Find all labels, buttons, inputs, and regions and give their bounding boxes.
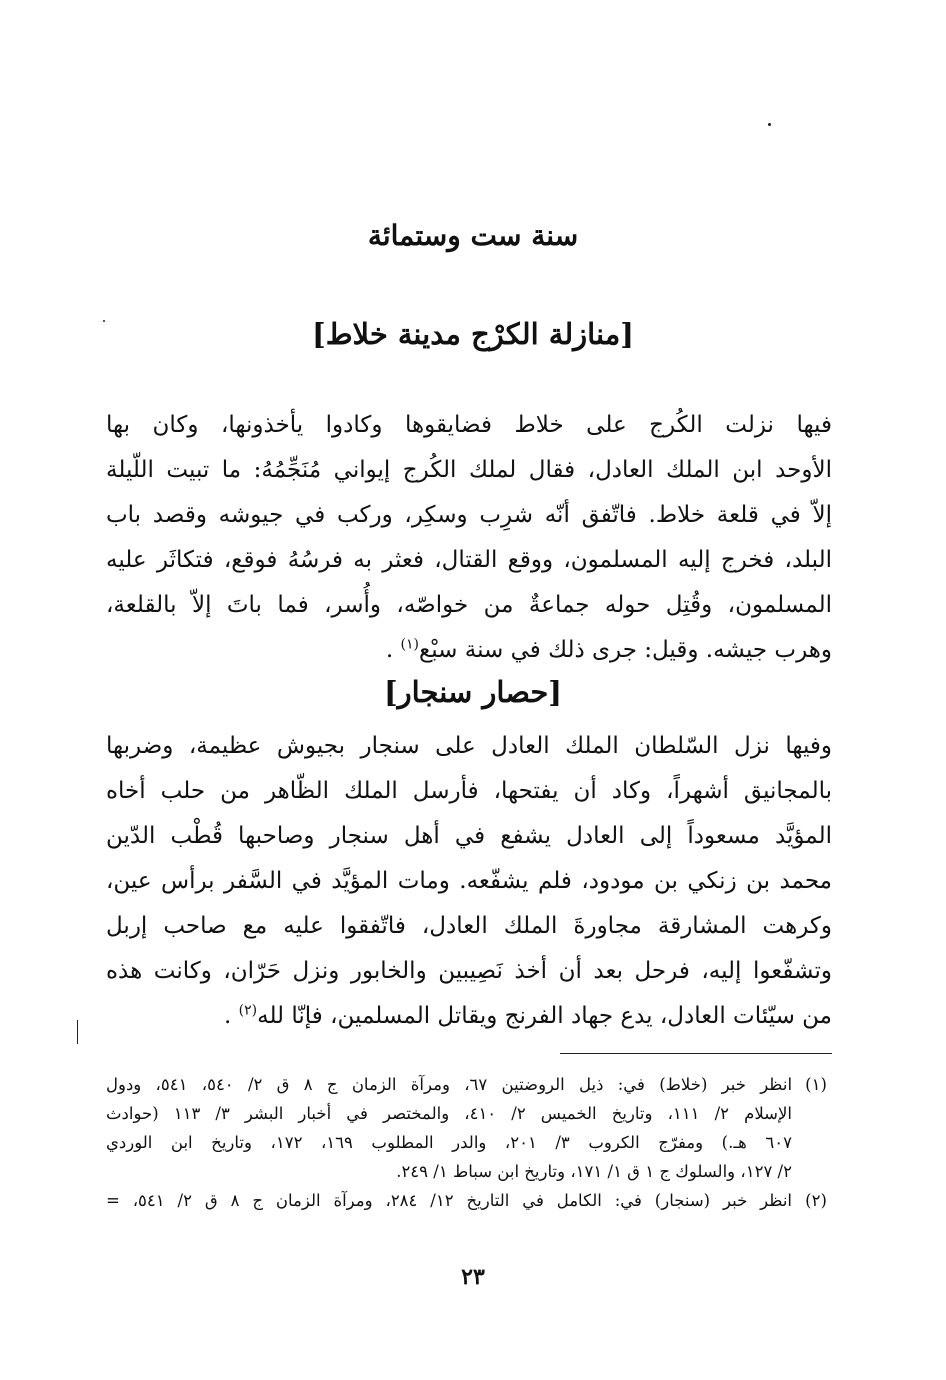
text-line: البلد، فخرج إليه المسلمون، ووقع القتال، فعثر به فرسُهُ فوقع، فتكاثَر عليه bbox=[106, 547, 832, 573]
footnote-line: ٦٠٧ هـ.) ومفرّج الكروب ٣/ ٢٠١، والدر المطلوب ١٦٩، ١٧٢، وتاريخ ابن الوردي bbox=[106, 1133, 792, 1152]
period: . bbox=[385, 637, 401, 663]
text-line bbox=[106, 628, 832, 673]
footnote-divider bbox=[560, 1053, 832, 1054]
section-heading-khilat: [منازلة الكرْج مدينة خلاط] bbox=[311, 317, 635, 351]
ink-speck bbox=[768, 123, 771, 126]
text-line: المسلمون، وقُتِل حوله جماعةٌ من خواصّه، وأُسر، فما باتَ إلاّ بالقلعة، bbox=[106, 592, 832, 618]
paragraph-khilat bbox=[106, 403, 832, 673]
footnote-reference[interactable]: (١) bbox=[400, 636, 419, 653]
footnote-line: انظر خبر (خلاط) في: ذيل الروضتين ٦٧، ومرآة الزمان ج ٨ ق ٢/ ٥٤٠، ٥٤١، ودول bbox=[106, 1075, 793, 1094]
text-line-content: من سيّئات العادل، يدع جهاد الفرنج ويقاتل المسلمين، فإنّا لله bbox=[257, 1003, 832, 1029]
year-title: سنة ست وستمائة bbox=[367, 219, 579, 252]
footnote-line: ٢/ ١٢٧، والسلوك ج ١ ق ١/ ١٧١، وتاريخ ابن سباط ١/ ٢٤٩. bbox=[396, 1162, 792, 1181]
text-line: فيها نزلت الكُرج على خلاط فضايقوها وكادوا يأخذونها، وكان بها bbox=[106, 412, 832, 438]
text-line: وتشفّعوا إليه، فرحل بعد أن أخذ نَصِيبين والخابور ونزل حَرّان، وكانت هذه bbox=[106, 958, 832, 984]
text-line: وفيها نزل السّلطان الملك العادل على سنجار بجيوش عظيمة، وضربها bbox=[106, 733, 832, 759]
footnote-1 bbox=[106, 1070, 840, 1186]
text-line-content: وهرب جيشه. وقيل: جرى ذلك في سنة سبْع bbox=[419, 637, 832, 663]
footnotes bbox=[106, 1070, 840, 1215]
section-heading-sinjar: [حصار سنجار] bbox=[383, 675, 563, 709]
footnote-reference[interactable]: (٢) bbox=[238, 1002, 258, 1019]
text-line: المؤيَّد مسعوداً إلى العادل يشفع في أهل سنجار وصاحبها قُطْب الدّين bbox=[106, 823, 832, 849]
text-line: الأوحد ابن الملك العادل، فقال لملك الكُرج إيواني مُنَجِّمُهُ: ما تبيت اللّيلة bbox=[106, 457, 832, 483]
footnote-2 bbox=[106, 1186, 840, 1215]
text-line: وكرهت المشارقة مجاورةَ الملك العادل، فاتّفقوا عليه مع صاحب إربل bbox=[106, 913, 832, 939]
footnote-text bbox=[106, 1070, 792, 1186]
footnote-text bbox=[106, 1186, 792, 1215]
text-line: إلاّ في قلعة خلاط. فاتّفق أنّه شرِب وسكِر، وركب في جيوشه وقصد باب bbox=[106, 502, 832, 528]
footnote-number: (١) bbox=[805, 1075, 827, 1094]
paragraph-sinjar bbox=[106, 724, 832, 1039]
margin-mark bbox=[77, 1020, 78, 1044]
footnote-line: انظر خبر (سنجار) في: الكامل في التاريخ ١٢/ ٢٨٤، ومرآة الزمان ج ٨ ق ٢/ ٥٤١، = bbox=[106, 1191, 792, 1210]
page-number: ٢٣ bbox=[461, 1264, 485, 1290]
period: . bbox=[224, 1003, 239, 1029]
text-line: محمد بن زنكي بن مودود، فلم يشفّعه. ومات المؤيَّد في السَّفر برأس عين، bbox=[106, 868, 832, 894]
text-line bbox=[106, 994, 832, 1039]
footnote-line: الإسلام ٢/ ١١١، وتاريخ الخميس ٢/ ٤١٠، والمختصر في أخبار البشر ٣/ ١١٣ (حوادث bbox=[106, 1104, 792, 1123]
footnote-number: (٢) bbox=[805, 1191, 827, 1210]
text-line: بالمجانيق أشهراً، وكاد أن يفتحها، فأرسل الملك الظّاهر من حلب أخاه bbox=[106, 778, 832, 804]
